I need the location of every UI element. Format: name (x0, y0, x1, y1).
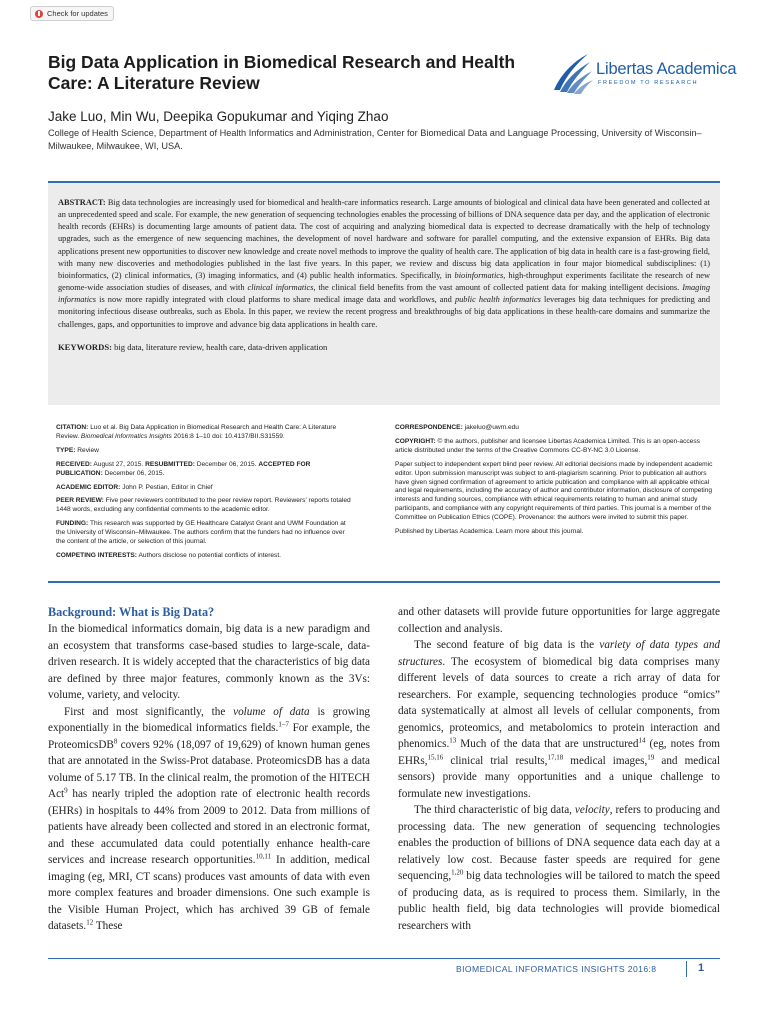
type-value: Review (77, 446, 99, 454)
emphasis: velocity (574, 804, 610, 816)
reference-link[interactable]: 12 (86, 918, 94, 927)
correspondence-label: CORRESPONDENCE: (395, 424, 463, 431)
emphasis: variety of data types and structures (398, 639, 721, 668)
resubmitted-value: December 06, 2015. (196, 460, 259, 468)
reference-link[interactable]: 17,18 (547, 752, 564, 761)
peer-review-label: PEER REVIEW: (56, 497, 104, 505)
copyright-value: © the authors, publisher and licensee Libertas Academica Limited. This is an open-access article distributed under the terms of the Creative Commons CC-BY-NC 3.0 License. (395, 437, 700, 454)
article-title: Big Data Application in Biomedical Research and Health Care: A Literature Review (48, 52, 516, 93)
citation-doi: 2016:8 1–10 doi: 10.4137/BII.S31559. (171, 432, 285, 440)
correspondence-email[interactable]: jakeluo@uwm.edu (464, 424, 519, 431)
accepted-value: December 06, 2015. (104, 469, 165, 477)
reference-link[interactable]: 14 (638, 736, 646, 745)
text-run: The second feature of big data is the (414, 639, 600, 651)
text-run: and medical sensors) provide many opportunities and a unique challenge to formulate new investigations. (398, 754, 720, 800)
copyright-label: COPYRIGHT: (395, 437, 436, 445)
reference-link[interactable]: 15,16 (427, 752, 444, 761)
check-for-updates-button[interactable] (30, 6, 114, 21)
reference-link[interactable]: 9 (64, 786, 68, 795)
peer-review-value: Five peer reviewers contributed to the peer review report. Reviewers' reports totaled 1448 words, excluding any confidential comments to the academic editor. (56, 497, 351, 514)
citation (56, 424, 352, 442)
text-run: In addition, medical imaging (eg, MRI, CT scans) produces vast amounts of data with even more complex features and broader dimensions. One such example is the Visible Human Project, which has archived 39 GB of female datasets. (48, 854, 370, 932)
text-run: These (93, 920, 123, 932)
received-value: August 27, 2015. (93, 460, 146, 468)
abstract-text (58, 197, 710, 331)
mid-divider (48, 581, 720, 583)
abstract-box (48, 183, 720, 405)
paragraph (48, 704, 370, 935)
keywords (58, 341, 710, 353)
review-policy: Paper subject to independent expert blind peer review. All editorial decisions made by independent academic editor. Upon submission manuscript was subject to anti-plagiarism scanning. Prior to publication all authors have given signed confirmation of agreement to article publication and compliance with all applicable ethical and legal requirements, including the accuracy of author and contributor information, disclosure of competing interests and funding sources, compliance with ethical requirements relating to human and animal study participants, and compliance with any copyright requirements of third parties. This journal is a member of the Committee on Publication Ethics (COPE). Provenance: the authors were invited to submit this paper. (395, 460, 713, 522)
reference-link[interactable]: 10,11 (255, 852, 272, 861)
received-label: RECEIVED: (56, 460, 92, 468)
text-run: big data technologies will be tailored to match the speed of producing data, as is required to process them. Similarly, in the public health field, big data technologies will provide biomedical researchers with (398, 870, 720, 932)
citation-label: CITATION: (56, 424, 89, 431)
competing-value: Authors disclose no potential conflicts of interest. (138, 551, 282, 559)
resubmitted-label: RESUBMITTED: (145, 460, 195, 468)
update-icon (35, 10, 43, 18)
text-run: Much of the data that are unstructured (456, 738, 639, 750)
footer-journal: BIOMEDICAL INFORMATICS INSIGHTS 2016:8 (456, 964, 657, 974)
text-run: First and most significantly, the (64, 705, 234, 718)
check-for-updates-label: Check for updates (47, 9, 108, 18)
text-run: . The ecosystem of biomedical big data comprises many different levels of data sources to create a rich array of data for researchers. For example, sequencing technologies produce “omics” data systematically at almost all levels of cellular components, from genomics, proteomics, and metabolomics to protein interaction and phenomics. (398, 655, 720, 750)
abstract-label: ABSTRACT: (58, 198, 106, 207)
paragraph (398, 802, 720, 934)
citation-text: Luo et al. Big Data Application in Biomedical Research and Health Care: A Literature Review. (56, 424, 337, 440)
keywords-label: KEYWORDS: (58, 341, 112, 352)
reference-link[interactable]: 8 (113, 736, 118, 745)
funding (56, 520, 352, 547)
keywords-text: big data, literature review, health care, data-driven application (114, 341, 328, 352)
emphasis: volume of data (233, 705, 310, 718)
footer-separator (686, 961, 687, 977)
funding-label: FUNDING: (56, 520, 89, 528)
abstract-part: is now more rapidly integrated with cloud platforms to share medical image data and workflows, and (96, 295, 455, 305)
editor-value: John P. Pestian, Editor in Chief (122, 483, 213, 491)
reference-link[interactable]: 13 (449, 736, 457, 745)
dates (56, 461, 352, 479)
text-run: medical images, (563, 754, 648, 767)
correspondence (395, 424, 715, 433)
abstract-part: leverages big data techniques for predicting and monitoring infectious disease outbreaks, such as Ebola. In this paper, we review the recent progress and breakthroughs of big data applications in these health-care domains and summarize the challenges, gaps, and opportunities to improve and advance big data applications in health care. (58, 295, 710, 329)
funding-value: This research was supported by GE Healthcare Catalyst Grant and UWM Foundation at the University of Wisconsin–Milwaukee. The authors confirm that the funders had no influence over the content of the article, or selection of this journal. (56, 520, 346, 546)
body-column-left (48, 604, 370, 935)
copyright (395, 438, 715, 456)
abstract-part: , high-throughput experiments facilitate the research of new genome-wide association studies of diseases, and with (58, 270, 710, 293)
reference-link[interactable]: 19 (647, 752, 655, 761)
page-number: 1 (698, 962, 705, 974)
reference-link[interactable]: 1–7 (278, 720, 289, 729)
text-run: For example, the ProteomicsDB (48, 722, 370, 751)
publisher-tagline: FREEDOM TO RESEARCH (598, 80, 699, 86)
peer-review (56, 497, 352, 515)
body-column-right (398, 604, 720, 934)
text-run: has nearly tripled the adoption rate of electronic health records (EHRs) in hospitals to 44% from 2009 to 2012. Data from millions of patients have already been collected and stored in an electronic format, and these accumulated data could potentially enhance health-care services and increase research opportunities. (48, 788, 370, 866)
accepted-label: ACCEPTED FOR PUBLICATION: (56, 460, 311, 477)
text-run: covers 92% (18,097 of 19,629) of known human genes that are annotated in the Swiss-Prot database. ProteomicsDB has a data volume of 5.17 TB. In the clinical realm, the promotion of the HITECH Act (48, 738, 370, 800)
affiliation: College of Health Science, Department of Health Informatics and Administration, Center for Biomedical Data and Language Processing, University of Wisconsin–Milwaukee, Milwaukee, WI, USA. (48, 128, 702, 151)
reference-link[interactable]: 1,20 (451, 868, 464, 877)
publisher-name: Libertas Academica (596, 60, 737, 78)
competing-label: COMPETING INTERESTS: (56, 551, 137, 559)
abstract-italic: clinical informatics (247, 283, 314, 293)
text-run: The third characteristic of big data, (414, 804, 575, 816)
abstract-part: Big data technologies are increasingly used for biomedical and health-care informatics research. Large amounts of biological and clinical data have been generated and collected at an unprecedented speed and scale. For example, the new generation of sequencing technologies enables the processing of billions of DNA sequence data per day, and the application of electronic health records (EHRs) is documenting large amounts of patient data. The cost of acquiring and analyzing biomedical data is expected to decrease dramatically with the help of technology upgrades, such as the emergence of new sequencing machines, the development of novel hardware and software for parallel computing, and the extensive expansion of EHRs. Big data applications present new opportunities to discover new knowledge and create novel methods to improve the quality of health care. The application of big data in health care is a fast-growing field, with many new discoveries and methodologies published in the last five years. In this paper, we review and discuss big data application in four major biomedical subdisciplines: (1) bioinformatics, (2) clinical informatics, (3) imaging informatics, and (4) public health informatics. Specifically, in (58, 198, 710, 280)
text-run: (eg, notes from EHRs, (398, 738, 720, 767)
abstract-italic: bioinformatics (454, 270, 504, 280)
abstract-italic: public health informatics (454, 295, 541, 305)
article-meta-right (395, 424, 715, 542)
academic-editor (56, 484, 352, 493)
citation-journal: Biomedical Informatics Insights (80, 432, 172, 440)
paragraph (398, 637, 720, 802)
editor-label: ACADEMIC EDITOR: (56, 483, 121, 491)
paragraph: In the biomedical informatics domain, big data is a new paradigm and an ecosystem that transforms case-based studies to large-scale, data-driven research. It is widely accepted that the characteristics of big data are defined by three major features, commonly known as the 3Vs: volume, variety, and velocity. (48, 623, 370, 701)
section-heading: Background: What is Big Data? (48, 605, 215, 619)
authors: Jake Luo, Min Wu, Deepika Gopukumar and Yiqing Zhao (48, 109, 389, 124)
type-label: TYPE: (56, 446, 76, 454)
abstract-italic: Imaging informatics (58, 283, 710, 305)
published-by[interactable]: Published by Libertas Academica. Learn more about this journal. (395, 528, 584, 536)
competing-interests (56, 552, 352, 561)
paragraph: and other datasets will provide future opportunities for large aggregate collection and analysis. (398, 606, 720, 635)
article-meta-left (56, 424, 352, 566)
text-run: is growing exponentially in the biomedical informatics fields. (48, 705, 371, 734)
footer-divider (48, 958, 720, 959)
text-run: clinical trial results, (443, 754, 548, 767)
article-type (56, 447, 352, 456)
abstract-part: , the clinical field benefits from the vast amount of collected patient data for making intelligent decisions. (313, 283, 683, 293)
text-run: , refers to producing and processing data. The new generation of sequencing technologies enables the production of billions of DNA sequence data each day at a relatively low cost. Because faster speeds are required for gene sequencing, (398, 804, 720, 882)
